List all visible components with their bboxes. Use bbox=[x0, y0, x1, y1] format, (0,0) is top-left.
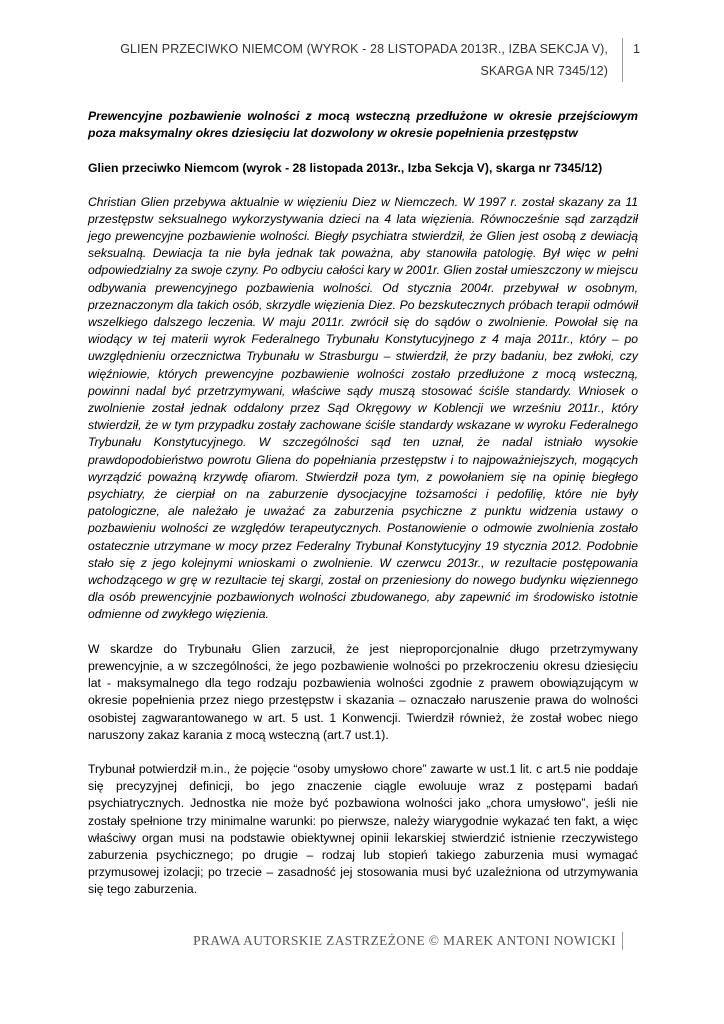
page-number: 1 bbox=[622, 38, 660, 82]
document-headline: Prewencyjne pozbawienie wolności z mocą wsteczną przedłużone w okresie przejściowym poza maksymalny okres dziesięciu lat dozwolony w okresie popełnienia przestępstw bbox=[88, 109, 638, 141]
header-title-line-2: SKARGA NR 7345/12) bbox=[480, 64, 608, 78]
running-header bbox=[96, 38, 608, 82]
document-body bbox=[88, 108, 638, 899]
paragraph-complaint: W skardze do Trybunału Glien zarzucił, że jest nieproporcjonalnie długo przetrzymywany prewencyjnie, a w szczególności, że jego pozbawienie wolności po przekroczeniu okresu dziesięciu lat - maksymalnego dla tego rodzaju pozbawienia wolności zgodnie z prawem obowiązującym w okresie popełnienia przez niego przestępstw i skazania – oznaczało naruszenie prawa do wolności osobistej zagwarantowanego w art. 5 ust. 1 Konwencji. Twierdził również, że został wobec niego naruszony zakaz karania z mocą wsteczną (art.7 ust.1). bbox=[88, 641, 638, 742]
case-title: Glien przeciwko Niemcom (wyrok - 28 listopada 2013r., Izba Sekcja V), skarga nr 7345/12) bbox=[88, 161, 603, 176]
footer-divider bbox=[622, 932, 623, 950]
case-summary: Christian Glien przebywa aktualnie w więzieniu Diez w Niemczech. W 1997 r. został skazany za 11 przestępstw seksualnego wykorzystywania dzieci na 4 lata więzienia. Równocześnie sąd zarządził jego prewencyjne pozbawienie wolności. Biegły psychiatra stwierdził, że Glien jest osobą z dewiacją seksualną. Dewiacja ta nie była jednak tak poważna, aby stanowiła patologię. Był więc w pełni odpowiedzialny za swoje czyny. Po odbyciu całości kary w 2001r. Glien został umieszczony w miejscu odbywania prewencyjnego pozbawienia wolności. Od stycznia 2004r. przebywał w osobnym, przeznaczonym dla takich osób, skrzydle więzienia Diez. Po bezskutecznych próbach terapii odmówił wszelkiego dalszego leczenia. W maju 2011r. zwrócił się do sądów o zwolnienie. Powołał się na wiodący w tej materii wyrok Federalnego Trybunału Konstytucyjnego z 4 maja 2011r., który – po uwzględnieniu orzecznictwa Trybunału w Strasburgu – stwierdził, że przy badaniu, bez zwłoki, czy więźniowie, których prewencyjne pozbawienie wolności zostało przedłużone z mocą wsteczną, powinni nadal być przetrzymywani, właściwe sądy muszą stosować ściśle standardy. Wniosek o zwolnienie został jednak oddalony przez Sąd Okręgowy w Koblencji we wrześniu 2011r., który stwierdził, że w tym przypadku zostały zachowane ściśle standardy wskazane w wyroku Federalnego Trybunału Konstytucyjnego. W szczególności sąd ten uznał, że nadal istniało wysokie prawdopodobieństwo powrotu Gliena do popełniania przestępstw i to najpoważniejszych, mogących wyrządzić poważną krzywdę ofiarom. Stwierdził poza tym, z powołaniem się na opinię biegłego psychiatry, że cierpiał on na zaburzenie dysocjacyjne tożsamości i pedofilię, które nie były patologiczne, ale należało je uważać za zaburzenia psychiczne z punktu widzenia ustawy o pozbawieniu wolności ze względów terapeutycznych. Postanowienie o odmowie zwolnienia zostało ostatecznie utrzymane w mocy przez Federalny Trybunał Konstytucyjny 19 stycznia 2012. Podobnie stało się z jego kolejnymi wnioskami o zwolnienie. W czerwcu 2013r., w rezultacie postępowania wchodzącego w grę w rezultacie tej skargi, został on przeniesiony do nowego budynku więziennego dla osób prewencyjnie pozbawionych wolności zbudowanego, aby zapewnić im środowisko istotnie odmienne od zwykłego więzienia. bbox=[88, 194, 638, 622]
paragraph-court-findings: Trybunał potwierdził m.in., że pojęcie “osoby umysłowo chore” zawarte w ust.1 lit. c art.5 nie poddaje się precyzyjnej definicji, bo jego znaczenie ciągle ewoluuje wraz z postępami badań psychiatrycznych. Jednostka nie może być pozbawiona wolności jako „chora umysłowo”, jeśli nie zostały spełnione trzy minimalne warunki: po pierwsze, należy wiarygodnie wykazać ten fakt, a więc właściwy organ musi na podstawie obiektywnej opinii lekarskiej stwierdzić istnienie rzeczywistego zaburzenia psychicznego; po drugie – rodzaj lub stopień takiego zaburzenia musi wymagać przymusowej izolacji; po trzecie – zasadność jej stosowania musi być uzależniona od utrzymywania się tego zaburzenia. bbox=[88, 761, 638, 897]
copyright-footer: PRAWA AUTORSKIE ZASTRZEŻONE © MAREK ANTONI NOWICKI bbox=[193, 933, 616, 948]
header-title-line-1: GLIEN PRZECIWKO NIEMCOM (WYROK - 28 LISTOPADA 2013R., IZBA SEKCJA V), bbox=[120, 42, 608, 56]
